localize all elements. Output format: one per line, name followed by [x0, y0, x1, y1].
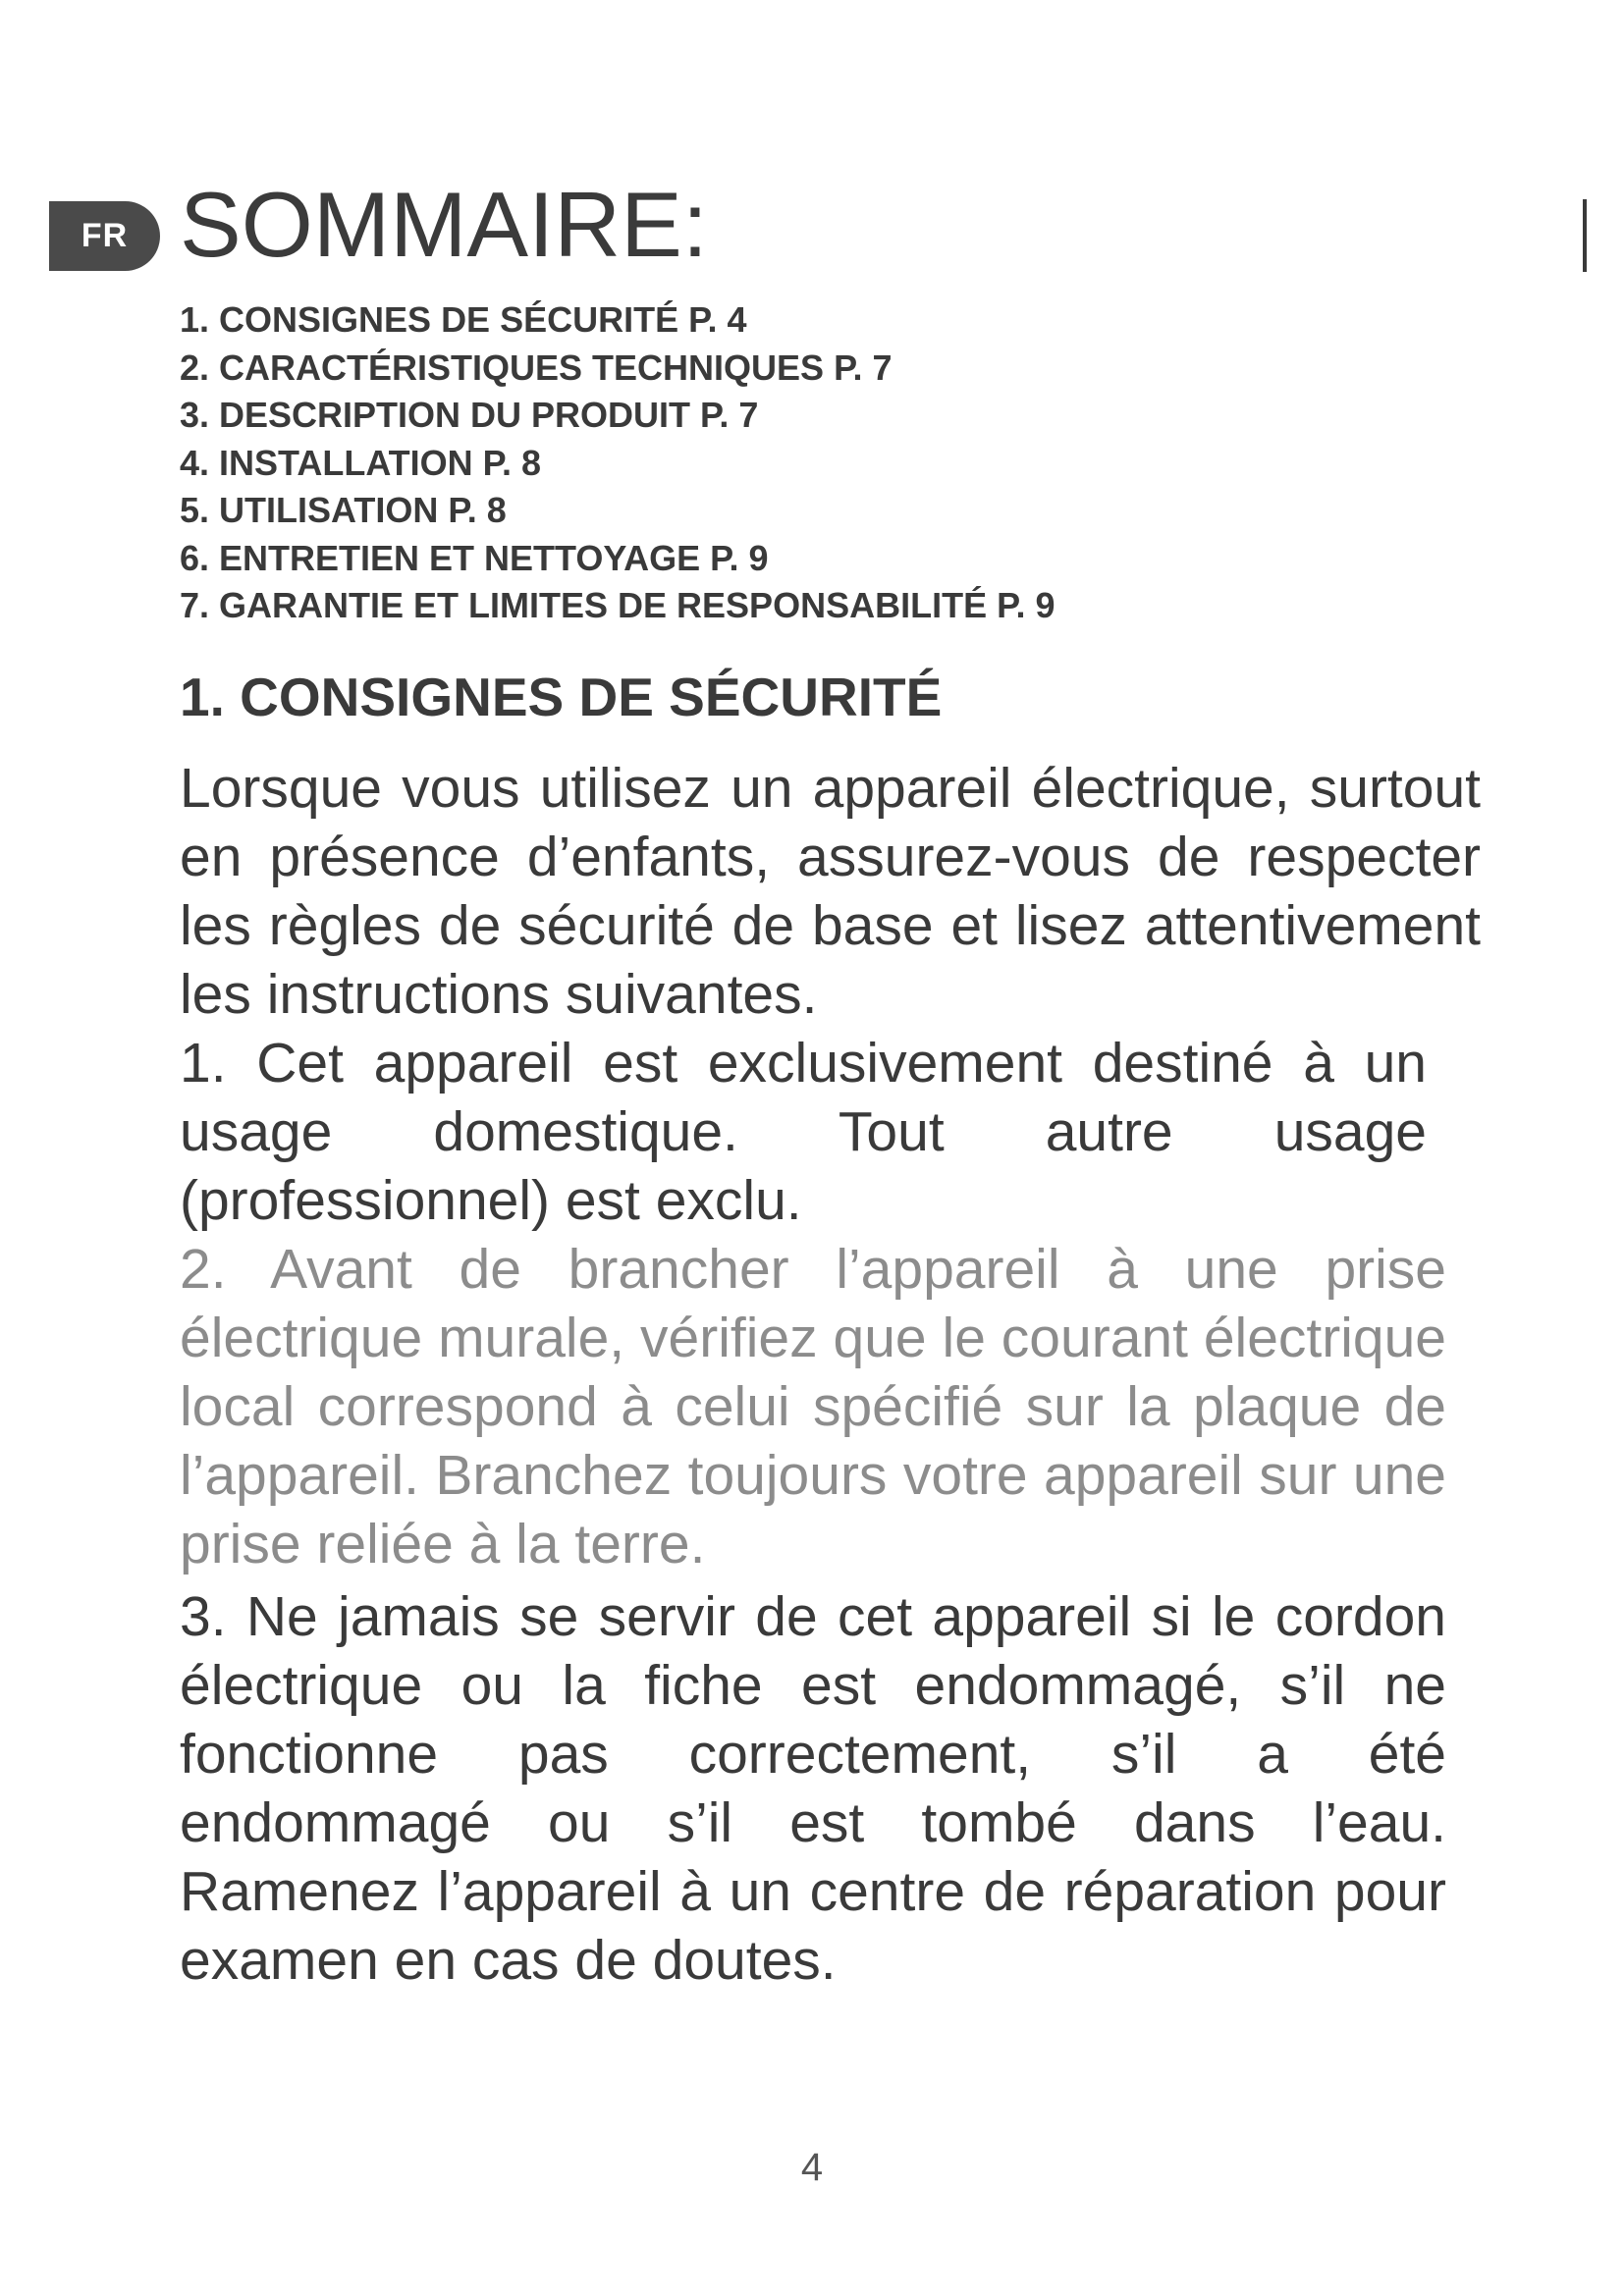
safety-item-3: 3. Ne jamais se servir de cet appareil si le cordon électrique ou la fiche est endommagé, s’il ne fonctionne pas correctement, s’il a été endommagé ou s’il est tombé dans l’eau. Ramenez l’appareil à un centre de réparation pour examen en cas de doutes. [180, 1585, 1446, 1992]
section-heading: 1. CONSIGNES DE SÉCURITÉ [180, 667, 943, 727]
toc-item: 5. UTILISATION P. 8 [180, 490, 507, 530]
language-badge: FR [49, 201, 160, 271]
safety-item-2: 2. Avant de brancher l’appareil à une prise électrique murale, vérifiez que le courant électrique local correspond à celui spécifié sur la plaque de l’appareil. Branchez toujours votre appareil sur une prise reliée à la terre. [180, 1238, 1446, 1575]
toc-item: 1. CONSIGNES DE SÉCURITÉ P. 4 [180, 299, 747, 340]
edge-marker [1583, 199, 1587, 272]
page-number: 4 [800, 2146, 824, 2189]
page-title: SOMMAIRE: [180, 173, 708, 276]
toc-item: 6. ENTRETIEN ET NETTOYAGE P. 9 [180, 537, 769, 578]
safety-item-1: 1. Cet appareil est exclusivement destiné à un usage domestique. Tout autre usage (professionnel) est exclu. [180, 1032, 1427, 1232]
intro-paragraph: Lorsque vous utilisez un appareil électrique, surtout en présence d’enfants, assurez-vous de respecter les règles de sécurité de base et lisez attentivement les instructions suivantes. [180, 757, 1481, 1026]
table-of-contents [180, 296, 1055, 630]
toc-item: 4. INSTALLATION P. 8 [180, 442, 542, 483]
toc-item: 3. DESCRIPTION DU PRODUIT P. 7 [180, 395, 759, 435]
toc-item: 2. CARACTÉRISTIQUES TECHNIQUES P. 7 [180, 347, 893, 388]
toc-item: 7. GARANTIE ET LIMITES DE RESPONSABILITÉ P. 9 [180, 585, 1056, 625]
